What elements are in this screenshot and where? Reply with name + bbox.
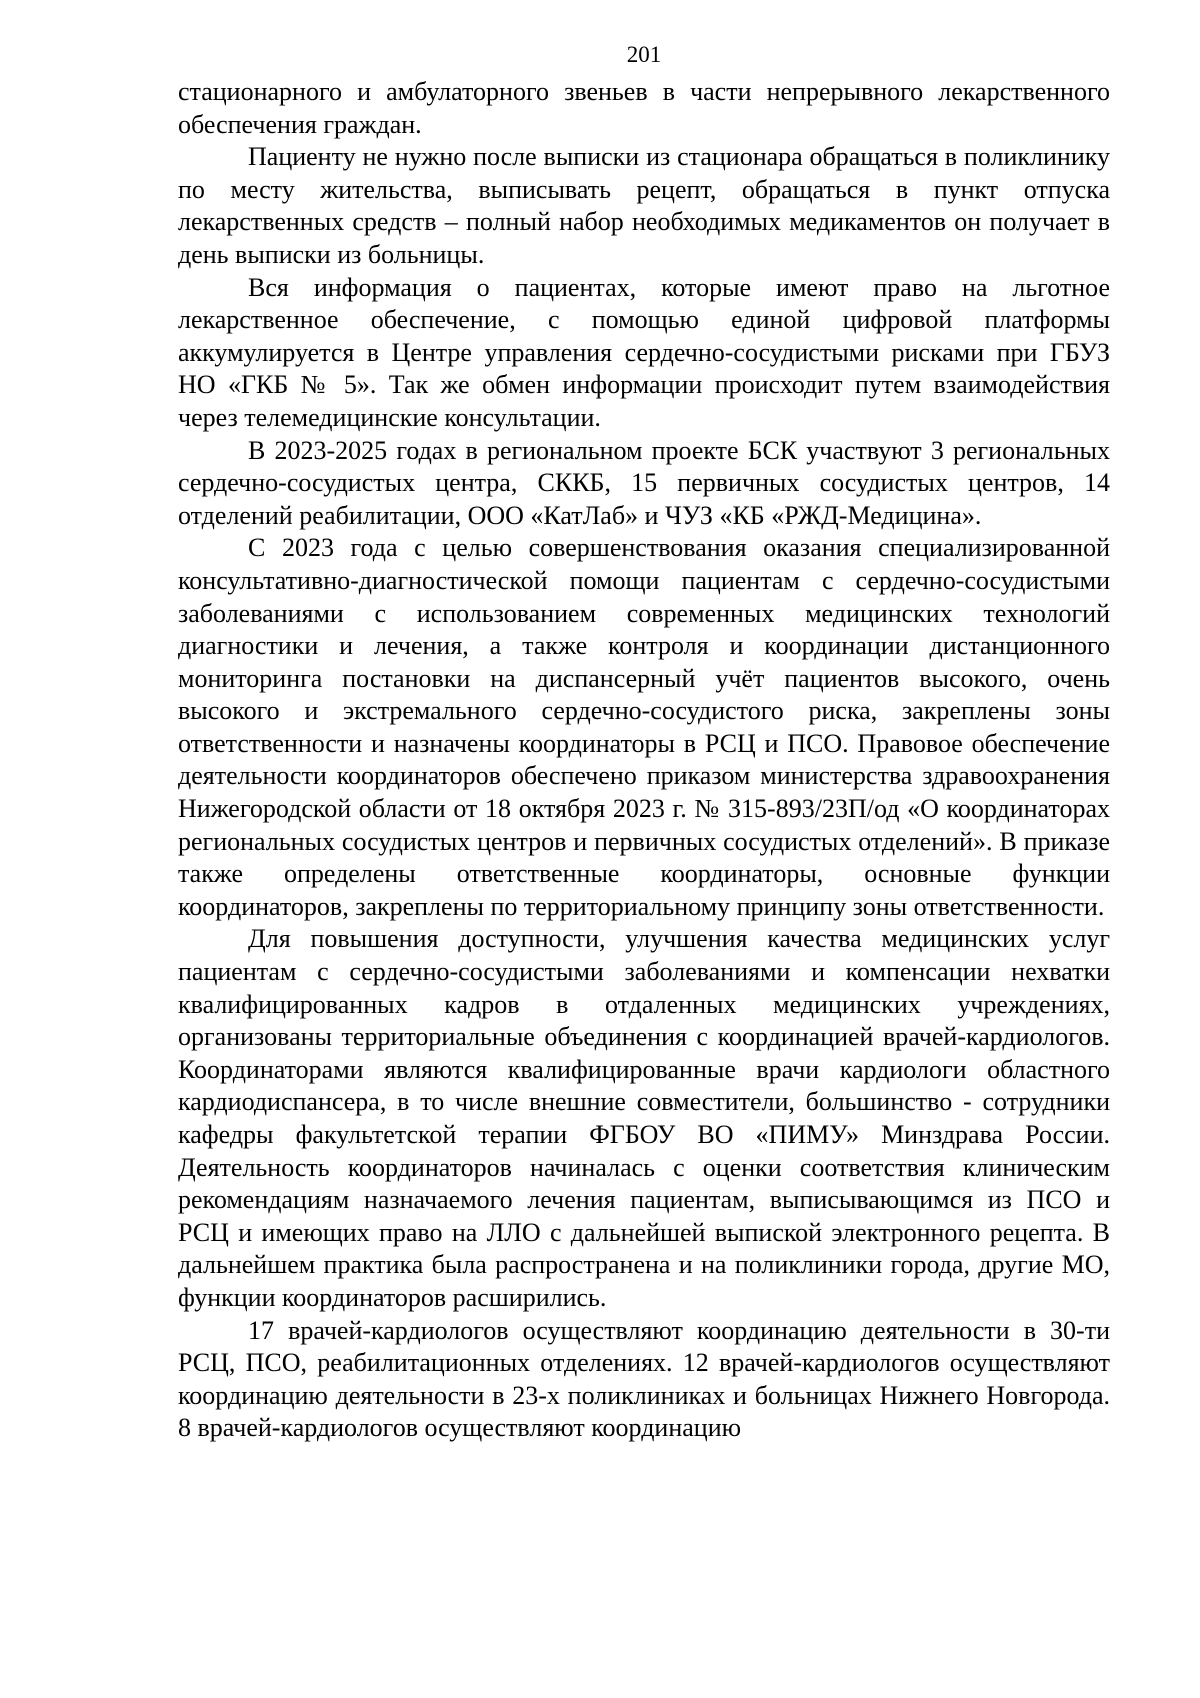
page-number: 201 — [626, 42, 662, 67]
paragraph-patient-discharge: Пациенту не нужно после выписки из стационара обращаться в поликлинику по месту жительства, выписывать рецепт, обращаться в пункт отпуска лекарственных средств – полный набор необходимых медикаментов он получает в день выписки из больницы. — [178, 142, 1110, 269]
paragraph-regional-project: В 2023-2025 годах в региональном проекте БСК участвуют 3 региональных сердечно-сосудистых центра, СККБ, 15 первичных сосудистых центров, 14 отделений реабилитации, ООО «КатЛаб» и ЧУЗ «КБ «РЖД-Медицина». — [178, 435, 1110, 530]
paragraph-continuation: стационарного и амбулаторного звеньев в части непрерывного лекарственного обеспечения граждан. — [178, 77, 1110, 139]
document-page — [178, 40, 1110, 1445]
paragraph-coordinators-order: С 2023 года с целью совершенствования оказания специализированной консультативно-диагностической помощи пациентам с сердечно-сосудистыми заболеваниями с использованием современных медицинских технологий диагностики и лечения, а также контроля и координации дистанционного мониторинга постановки на диспансерный учёт пациентов высокого, очень высокого и экстремального сердечно-сосудистого риска, закреплены зоны ответственности и назначены координаторы в РСЦ и ПСО. Правовое обеспечение деятельности координаторов обеспечено приказом министерства здравоохранения Нижегородской области от 18 октября 2023 г. № 315-893/23П/од «О координаторах региональных сосудистых центров и первичных сосудистых отделений». В приказе также определены ответственные координаторы, основные функции координаторов, закреплены по территориальному принципу зоны ответственности. — [178, 533, 1110, 921]
paragraph-cardiologists-count: 17 врачей-кардиологов осуществляют координацию деятельности в 30-ти РСЦ, ПСО, реабилитационных отделениях. 12 врачей-кардиологов осуществляют координацию деятельности в 23-х поликлиниках и больницах Нижнего Новгорода. 8 врачей-кардиологов осуществляют координацию — [178, 1315, 1110, 1443]
document-body — [178, 76, 1110, 1445]
paragraph-territorial-associations: Для повышения доступности, улучшения качества медицинских услуг пациентам с сердечно-сосудистыми заболеваниями и компенсации нехватки квалифицированных кадров в отдаленных медицинских учреждениях, организованы территориальные объединения с координацией врачей-кардиологов. Координаторами являются квалифицированные врачи кардиологи областного кардиодиспансера, в то числе внешние совместители, большинство - сотрудники кафедры факультетской терапии ФГБОУ ВО «ПИМУ» Минздрава России. Деятельность координаторов начиналась с оценки соответствия клиническим рекомендациям назначаемого лечения пациентам, выписывающимся из ПСО и РСЦ и имеющих право на ЛЛО с дальнейшей выпиской электронного рецепта. В дальнейшем практика была распространена и на поликлиники города, другие МО, функции координаторов расширились. — [178, 924, 1110, 1312]
paragraph-digital-platform: Вся информация о пациентах, которые имеют право на льготное лекарственное обеспечение, с помощью единой цифровой платформы аккумулируется в Центре управления сердечно-сосудистыми рисками при ГБУЗ НО «ГКБ № 5». Так же обмен информации происходит путем взаимодействия через телемедицинские консультации. — [178, 272, 1110, 432]
